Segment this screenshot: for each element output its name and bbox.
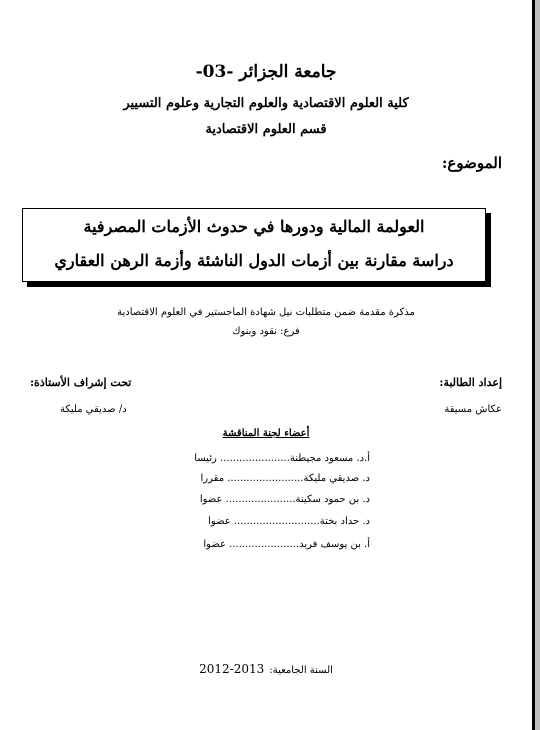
committee-member: د. بن حمود سكينة...................... عضوا xyxy=(199,494,370,505)
academic-year xyxy=(0,658,532,677)
supervisor-name: د/ صديقي مليكة xyxy=(60,404,127,415)
committee-member: أ. بن يوسف فريد...................... عضوا xyxy=(203,539,370,550)
committee-member: د. حداد بختة........................... عضوا xyxy=(208,516,370,527)
thesis-description: مذكرة مقدمة ضمن متطلبات نيل شهادة الماجستير في العلوم الاقتصادية xyxy=(117,307,415,318)
committee-member: د. صديقي مليكة........................ مقررا xyxy=(200,473,370,484)
department-name: قسم العلوم الاقتصادية xyxy=(205,122,327,137)
committee-member: أ.د. مسعود مجيطنة...................... رئيسا xyxy=(194,453,370,464)
supervisor-label: تحت إشراف الأستاذة: xyxy=(30,376,132,389)
university-name: جامعة الجزائر -03- xyxy=(195,62,337,82)
title-line-2: دراسة مقارنة بين أزمات الدول الناشئة وأزمة الرهن العقاري xyxy=(54,251,454,270)
subject-label: الموضوع: xyxy=(441,154,502,172)
title-box xyxy=(22,208,486,282)
academic-year-value: 2013-2012 xyxy=(199,662,265,676)
committee-title: أعضاء لجنة المناقشة xyxy=(222,428,310,439)
student-label: إعداد الطالبة: xyxy=(439,376,502,389)
thesis-branch: فرع: نقود وبنوك xyxy=(232,326,300,337)
student-name: عكاش مسيقة xyxy=(444,404,502,415)
faculty-name: كلية العلوم الاقتصادية والعلوم التجارية وعلوم التسيير xyxy=(123,96,409,111)
academic-year-label: السنة الجامعية: xyxy=(269,665,333,676)
title-line-1: العولمة المالية ودورها في حدوث الأزمات المصرفية xyxy=(83,217,425,236)
